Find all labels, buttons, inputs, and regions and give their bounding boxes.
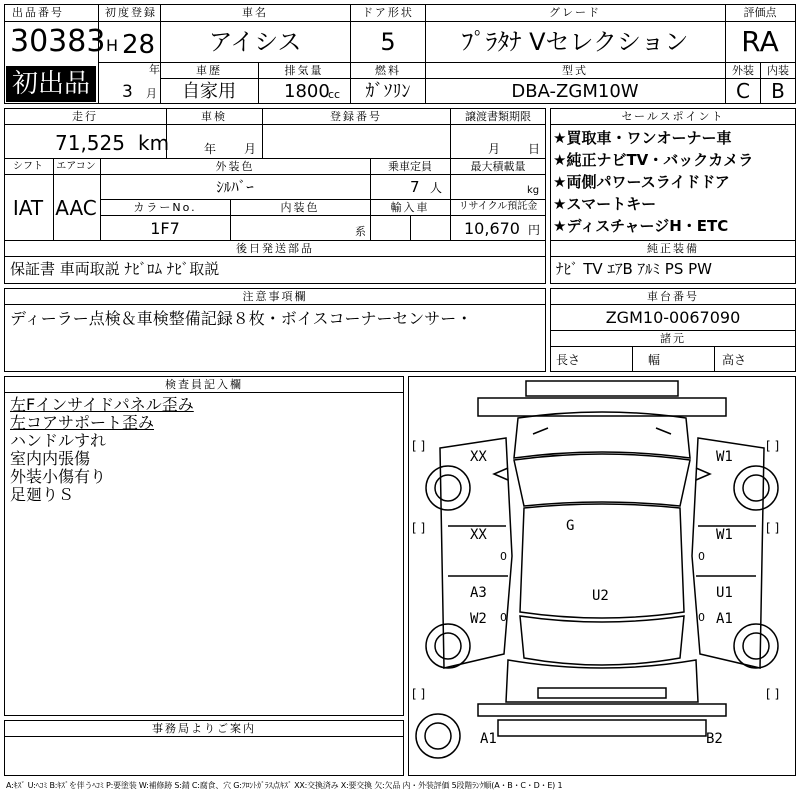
damage-label: G (566, 518, 575, 534)
sales-point-item: ★買取車・ワンオーナー車 (553, 129, 732, 147)
history: 自家用 (182, 81, 236, 102)
bracket-mark: [ ] (766, 521, 780, 535)
displacement: 1800 (284, 81, 330, 102)
displacement-unit: cc (328, 88, 341, 101)
max-load-unit: kg (527, 185, 540, 196)
damage-label: B2 (706, 731, 723, 747)
office-label: 事務局よりご案内 (152, 722, 256, 735)
damage-label: U2 (592, 588, 609, 604)
equipment-label: 純正装備 (647, 242, 699, 255)
inspector-note: 足廻りＳ (10, 485, 75, 504)
recycle-unit: 円 (528, 223, 541, 237)
height-label: 高さ (722, 353, 747, 367)
width-label: 幅 (648, 353, 661, 367)
doors-label: ドア形状 (362, 6, 414, 19)
zero-mark: 0 (500, 550, 507, 563)
year-unit: 年 (149, 63, 160, 76)
bracket-mark: [ ] (766, 439, 780, 453)
inspector-note: 外装小傷有り (10, 467, 107, 486)
history-label: 車歴 (196, 64, 222, 77)
zero-mark: 0 (698, 550, 705, 563)
import-label: 輸入車 (390, 201, 430, 214)
lot-number: 30383 (10, 24, 106, 59)
later-parts-label: 後日発送部品 (236, 242, 314, 255)
zero-mark: 0 (500, 611, 507, 624)
inspector-note: ハンドルすれ (10, 431, 107, 450)
grade-label: グレード (549, 6, 601, 19)
ext-color-label: 外装色 (215, 160, 255, 173)
car-outline-diagram (408, 376, 796, 776)
int-color-label: 内装色 (280, 201, 320, 214)
notes-text: ディーラー点検＆車検整備記録８枚・ボイスコーナーセンサー・ (10, 309, 473, 328)
reg-no-label: 登録番号 (330, 110, 382, 123)
damage-label: W2 (470, 611, 487, 627)
damage-label: A3 (470, 585, 487, 601)
chassis-number: ZGM10-0067090 (605, 308, 741, 327)
capacity: 7 (410, 178, 420, 196)
int-color-unit: 系 (355, 225, 366, 238)
length-label: 長さ (556, 353, 581, 367)
transfer-label: 譲渡書類期限 (465, 110, 531, 123)
inspector-label: 検査員記入欄 (165, 378, 243, 391)
damage-label: XX (470, 527, 487, 543)
month-unit: 月 (146, 87, 157, 100)
notes-label: 注意事項欄 (242, 290, 308, 303)
model: DBA-ZGM10W (511, 81, 639, 102)
car-name-label: 車名 (242, 6, 268, 19)
era: H (106, 36, 119, 55)
transfer-month-unit: 月 (488, 142, 501, 156)
sales-point-item: ★純正ナビTV・バックカメラ (553, 151, 754, 169)
car-name: アイシス (208, 28, 302, 56)
sales-point-item: ★ディスチャージH・ETC (553, 217, 729, 235)
damage-label: A1 (480, 731, 497, 747)
model-label: 型式 (562, 64, 588, 77)
damage-label: U1 (716, 585, 733, 601)
shift: IAT (12, 196, 44, 220)
bracket-mark: [ ] (412, 439, 426, 453)
mileage-unit: km (138, 131, 170, 155)
sales-point-item: ★スマートキー (553, 195, 657, 213)
zero-mark: 0 (698, 611, 705, 624)
interior-label: 内装 (767, 64, 789, 77)
recycle-amount: 10,670 (464, 219, 520, 238)
color-no-label: カラーNo. (133, 201, 197, 214)
capacity-unit: 人 (430, 181, 443, 195)
ext-color: ｼﾙﾊﾞｰ (216, 178, 254, 196)
spec-label: 諸元 (660, 332, 686, 345)
first-reg-label: 初度登録 (105, 6, 157, 19)
chassis-label: 車台番号 (647, 290, 699, 303)
mileage-label: 走行 (72, 110, 98, 123)
score-label: 評価点 (743, 6, 777, 19)
first-listing-badge: 初出品 (6, 66, 96, 102)
exterior-label: 外装 (732, 64, 754, 77)
inspection-year-unit: 年 (204, 142, 217, 156)
sales-point-item: ★両側パワースライドドア (553, 173, 730, 191)
reg-month: 3 (122, 82, 133, 102)
inspector-note: 室内内張傷 (10, 449, 91, 468)
recycle-label: リサイクル預託金 (458, 201, 538, 212)
damage-label: W1 (716, 449, 733, 465)
displacement-label: 排気量 (284, 64, 324, 77)
exterior-grade: C (736, 79, 750, 103)
bracket-mark: [ ] (412, 687, 426, 701)
later-parts: 保証書 車両取説 ﾅﾋﾞﾛﾑ ﾅﾋﾞ取説 (10, 260, 220, 278)
score: RA (741, 25, 779, 58)
grade: ﾌﾟﾗﾀﾅ Vセレクション (461, 28, 689, 56)
capacity-label: 乗車定員 (388, 160, 432, 173)
damage-label: W1 (716, 527, 733, 543)
inspector-note: 左Fインサイドパネル歪み (10, 395, 194, 414)
shift-label: シフト (13, 161, 43, 172)
fuel: ｶﾞｿﾘﾝ (365, 81, 411, 102)
damage-label: A1 (716, 611, 733, 627)
equipment: ﾅﾋﾞ TV ｴｱB ｱﾙﾐ PS PW (556, 260, 712, 278)
fuel-label: 燃料 (375, 64, 401, 77)
inspector-note: 左コアサポート歪み (10, 413, 155, 432)
ac: AAC (55, 196, 97, 220)
ac-label: エアコン (56, 161, 96, 172)
reg-year: 28 (122, 30, 156, 60)
bracket-mark: [ ] (766, 687, 780, 701)
doors: 5 (380, 28, 396, 56)
mileage: 71,525 (55, 131, 125, 155)
interior-grade: B (771, 79, 785, 103)
transfer-day-unit: 日 (528, 142, 541, 156)
bracket-mark: [ ] (412, 521, 426, 535)
sales-points-label: セールスポイント (621, 110, 725, 123)
inspection-month-unit: 月 (244, 142, 257, 156)
damage-legend: A:ｷｽﾞ U:ﾍｺﾐ B:ｷｽﾞを伴うﾍｺﾐ P:要塗装 W:補修跡 S:錆 C:腐食、穴 G:ﾌﾛﾝﾄｶﾞﾗｽ点ｷｽﾞ XX:交換済み X:要交換 欠:欠品 内・外装評価 5段階ﾗﾝｸ順(A・B・C・D・E) 1 (6, 781, 563, 790)
color-no: 1F7 (150, 219, 180, 238)
max-load-label: 最大積載量 (470, 160, 526, 173)
lot-number-label: 出品番号 (12, 6, 64, 19)
damage-label: XX (470, 449, 487, 465)
inspection-label: 車検 (201, 110, 227, 123)
